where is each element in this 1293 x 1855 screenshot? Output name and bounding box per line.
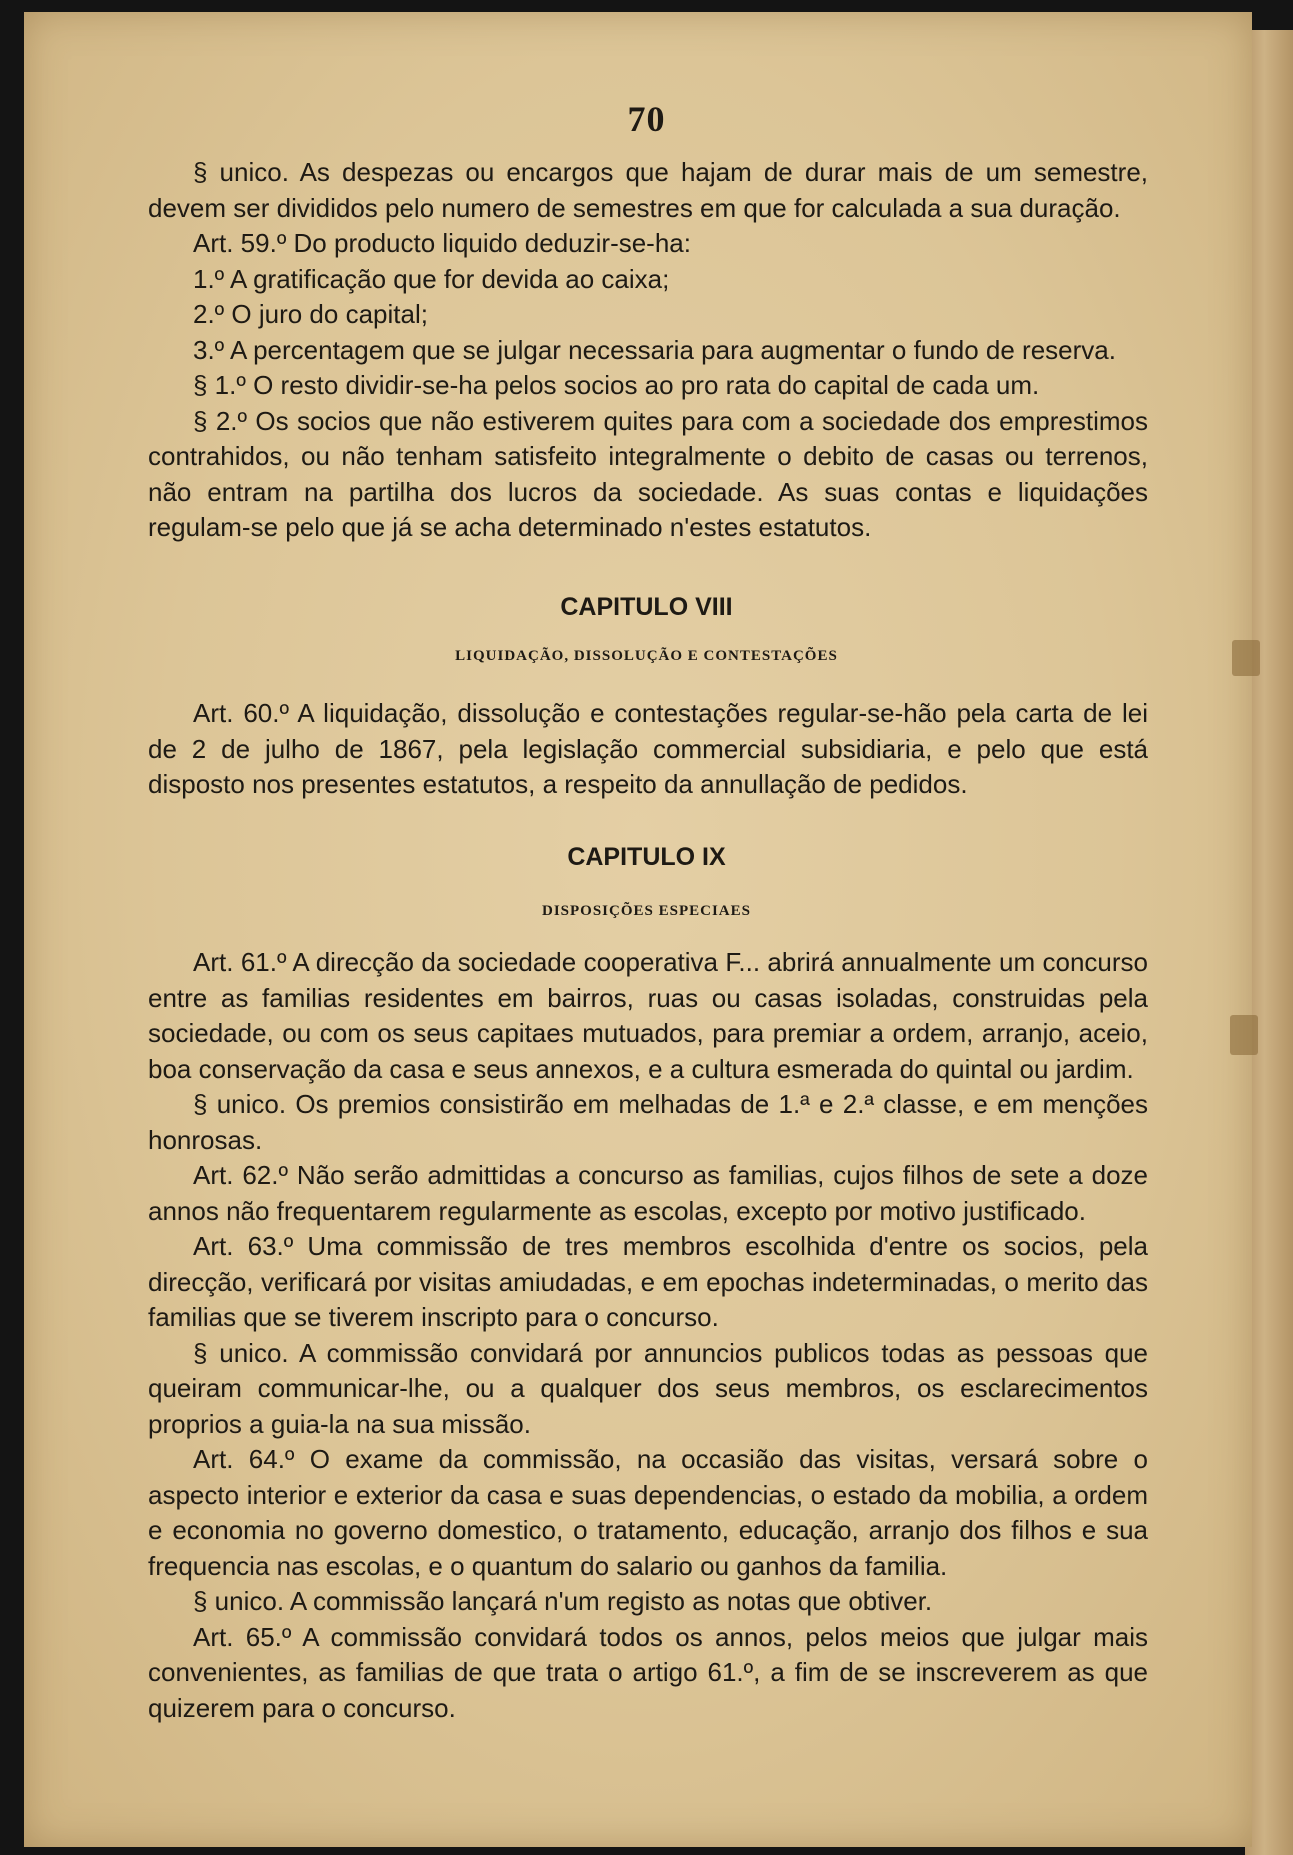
- chapter-title: CAPITULO VIII: [560, 593, 733, 621]
- chapter-subtitle: LIQUIDAÇÃO, DISSOLUÇÃO E CONTESTAÇÕES: [455, 648, 838, 664]
- paragraph: Art. 60.º A liquidação, dissolução e contestações regular-se-hão pela carta de lei de 2 de julho de 1867, pela legislação commercial subsidiaria, e pelo que está disposto nos presentes estatutos, a respeito da annullação de pedidos.: [148, 698, 1148, 799]
- paragraph: 1.º A gratificação que for devida ao caixa;: [193, 263, 670, 294]
- text-block-2: [148, 696, 1148, 803]
- paragraph: Art. 62.º Não serão admittidas a concurso as familias, cujos filhos de sete a doze annos não frequentarem regularmente as escolas, excepto por motivo justificado.: [148, 1160, 1148, 1226]
- paragraph: § unico. A commissão convidará por annuncios publicos todas as pessoas que queiram communicar-lhe, ou a qualquer dos seus membros, os esclarecimentos proprios a guia-la na sua missão.: [148, 1337, 1148, 1439]
- binding-tape: [1230, 1015, 1258, 1055]
- paragraph: Art. 61.º A direcção da sociedade cooperativa F... abrirá annualmente um concurso entre as familias residentes em bairros, ruas ou casas isoladas, construidas pela sociedade, ou com os seus capitaes mutuados, para premiar a ordem, arranjo, aceio, boa conservação da casa e seus annexos, e a cultura esmerada do quintal ou jardim.: [148, 947, 1148, 1084]
- chapter-title: CAPITULO IX: [567, 843, 726, 871]
- paragraph: § 1.º O resto dividir-se-ha pelos socios ao pro rata do capital de cada um.: [193, 370, 1040, 400]
- paragraph: Art. 63.º Uma commissão de tres membros escolhida d'entre os socios, pela direcção, verificará por visitas amiudadas, e em epochas indeterminadas, o merito das familias que se tiverem inscripto para o concurso.: [148, 1231, 1148, 1332]
- page-number: 70: [627, 99, 666, 139]
- text-block-1: [148, 155, 1148, 546]
- paragraph: § unico. A commissão lançará n'um registo as notas que obtiver.: [193, 1586, 933, 1616]
- paragraph: Art. 59.º Do producto liquido deduzir-se-ha:: [193, 228, 691, 258]
- paragraph: 3.º A percentagem que se julgar necessaria para augmentar o fundo de reserva.: [193, 334, 1116, 365]
- next-page-edge: [1245, 30, 1293, 1855]
- paragraph: Art. 65.º A commissão convidará todos os annos, pelos meios que julgar mais convenientes, as familias de que trata o artigo 61.º, a fim de se inscreverem as que quizerem para o concurso.: [148, 1621, 1148, 1723]
- paragraph: § 2.º Os socios que não estiverem quites para com a sociedade dos emprestimos contrahidos, ou não tenham satisfeito integralmente o debito de casas ou terrenos, não entram na partilha dos lucros da sociedade. As suas contas e liquidações regulam-se pelo que já se acha determinado n'estes estatutos.: [148, 405, 1148, 542]
- paragraph: Art. 64.º O exame da commissão, na occasião das visitas, versará sobre o aspecto interior e exterior da casa e suas dependencias, o estado da mobilia, a ordem e economia no governo domestico, o tratamento, educação, arranjo dos filhos e sua frequencia nas escolas, e o quantum do salario ou ganhos da familia.: [148, 1444, 1148, 1581]
- text-block-3: [148, 945, 1148, 1726]
- paragraph: § unico. Os premios consistirão em melhadas de 1.ª e 2.ª classe, e em menções honrosas.: [148, 1089, 1148, 1155]
- chapter-subtitle: DISPOSIÇÕES ESPECIAES: [542, 903, 751, 919]
- paragraph: § unico. As despezas ou encargos que hajam de durar mais de um semestre, devem ser divididos pelo numero de semestres em que for calculada a sua duração.: [148, 157, 1148, 223]
- paragraph: 2.º O juro do capital;: [193, 299, 428, 329]
